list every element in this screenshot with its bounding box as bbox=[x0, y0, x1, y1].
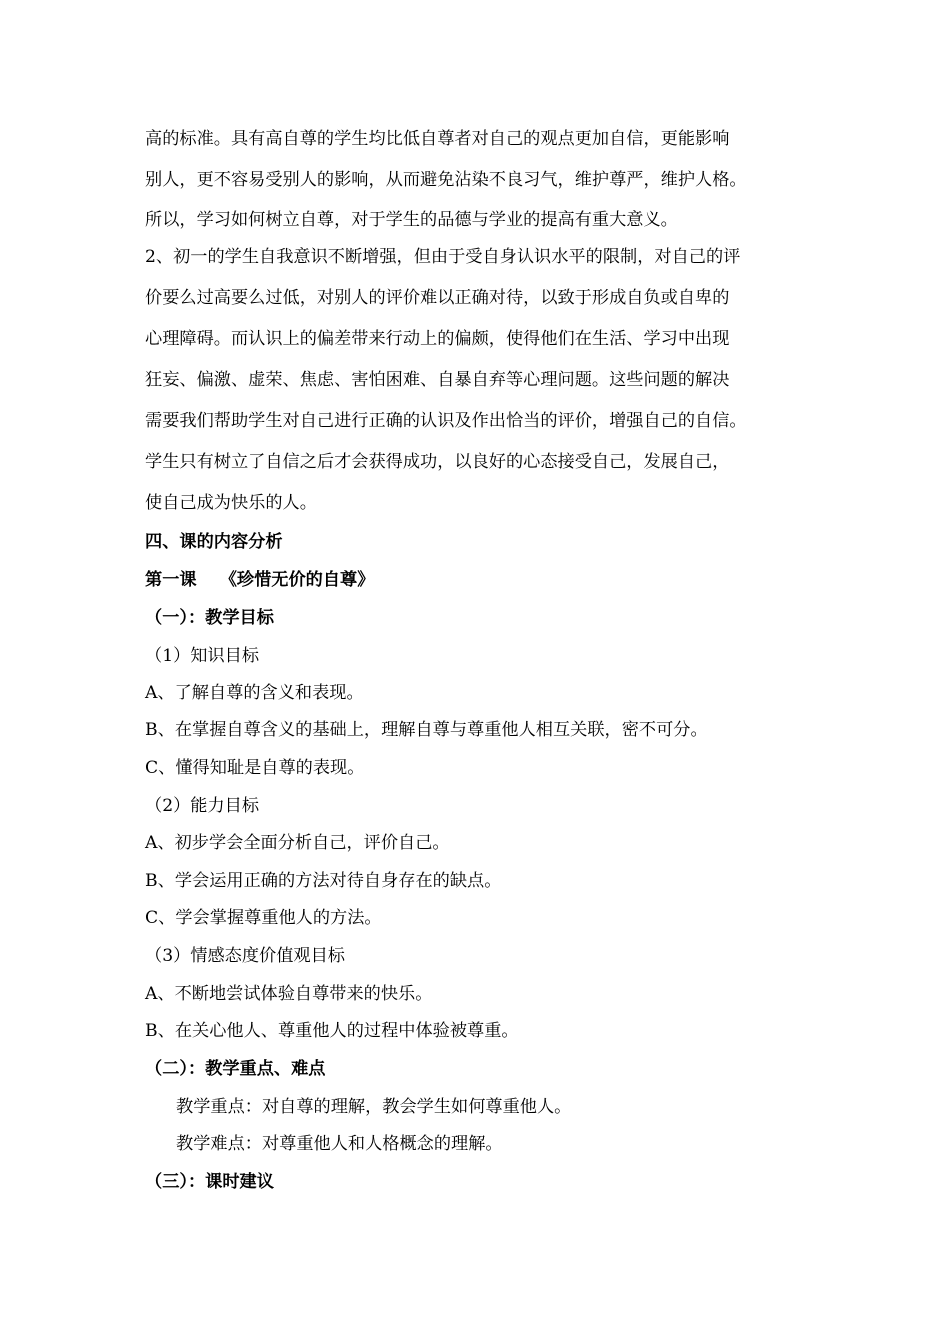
section-heading: 四、课的内容分析 bbox=[145, 532, 283, 552]
lesson-title: 第一课 《珍惜无价的自尊》 bbox=[145, 570, 375, 590]
list-item: C、懂得知耻是自尊的表现。 bbox=[145, 758, 365, 778]
subsection-heading-goals: （一）：教学目标 bbox=[145, 608, 274, 628]
paragraph-line: 使自己成为快乐的人。 bbox=[145, 493, 317, 513]
goal-heading-attitude: （3）情感态度价值观目标 bbox=[145, 946, 345, 966]
goal-heading-ability: （2）能力目标 bbox=[145, 796, 260, 816]
paragraph-line: 需要我们帮助学生对自己进行正确的认识及作出恰当的评价，增强自己的自信。 bbox=[145, 411, 747, 431]
list-item: B、在关心他人、尊重他人的过程中体验被尊重。 bbox=[145, 1021, 519, 1041]
list-item: A、不断地尝试体验自尊带来的快乐。 bbox=[145, 984, 433, 1004]
list-item: A、初步学会全面分析自己，评价自己。 bbox=[145, 833, 450, 853]
list-item: A、了解自尊的含义和表现。 bbox=[145, 683, 364, 703]
paragraph-line: 心理障碍。而认识上的偏差带来行动上的偏颇，使得他们在生活、学习中出现 bbox=[145, 329, 730, 349]
subsection-heading-key-points: （二）：教学重点、难点 bbox=[145, 1059, 326, 1079]
difficult-point-text: 教学难点：对尊重他人和人格概念的理解。 bbox=[176, 1134, 503, 1154]
paragraph-line: 所以，学习如何树立自尊，对于学生的品德与学业的提高有重大意义。 bbox=[145, 210, 678, 230]
list-item: B、学会运用正确的方法对待自身存在的缺点。 bbox=[145, 871, 502, 891]
list-item: B、在掌握自尊含义的基础上，理解自尊与尊重他人相互关联，密不可分。 bbox=[145, 720, 708, 740]
paragraph-line: 学生只有树立了自信之后才会获得成功，以良好的心态接受自己，发展自己， bbox=[145, 452, 730, 472]
paragraph-line: 狂妄、偏激、虚荣、焦虑、害怕困难、自暴自弃等心理问题。这些问题的解决 bbox=[145, 370, 730, 390]
paragraph-line: 2、初一的学生自我意识不断增强，但由于受自身认识水平的限制，对自己的评 bbox=[145, 247, 741, 267]
paragraph-line: 别人，更不容易受别人的影响，从而避免沾染不良习气，维护尊严，维护人格。 bbox=[145, 170, 747, 190]
key-point-text: 教学重点：对自尊的理解，教会学生如何尊重他人。 bbox=[176, 1097, 572, 1117]
subsection-heading-hours: （三）：课时建议 bbox=[145, 1172, 274, 1192]
goal-heading-knowledge: （1）知识目标 bbox=[145, 646, 260, 666]
paragraph-line: 价要么过高要么过低，对别人的评价难以正确对待，以致于形成自负或自卑的 bbox=[145, 288, 730, 308]
list-item: C、学会掌握尊重他人的方法。 bbox=[145, 908, 382, 928]
paragraph-line: 高的标准。具有高自尊的学生均比低自尊者对自己的观点更加自信，更能影响 bbox=[145, 129, 730, 149]
